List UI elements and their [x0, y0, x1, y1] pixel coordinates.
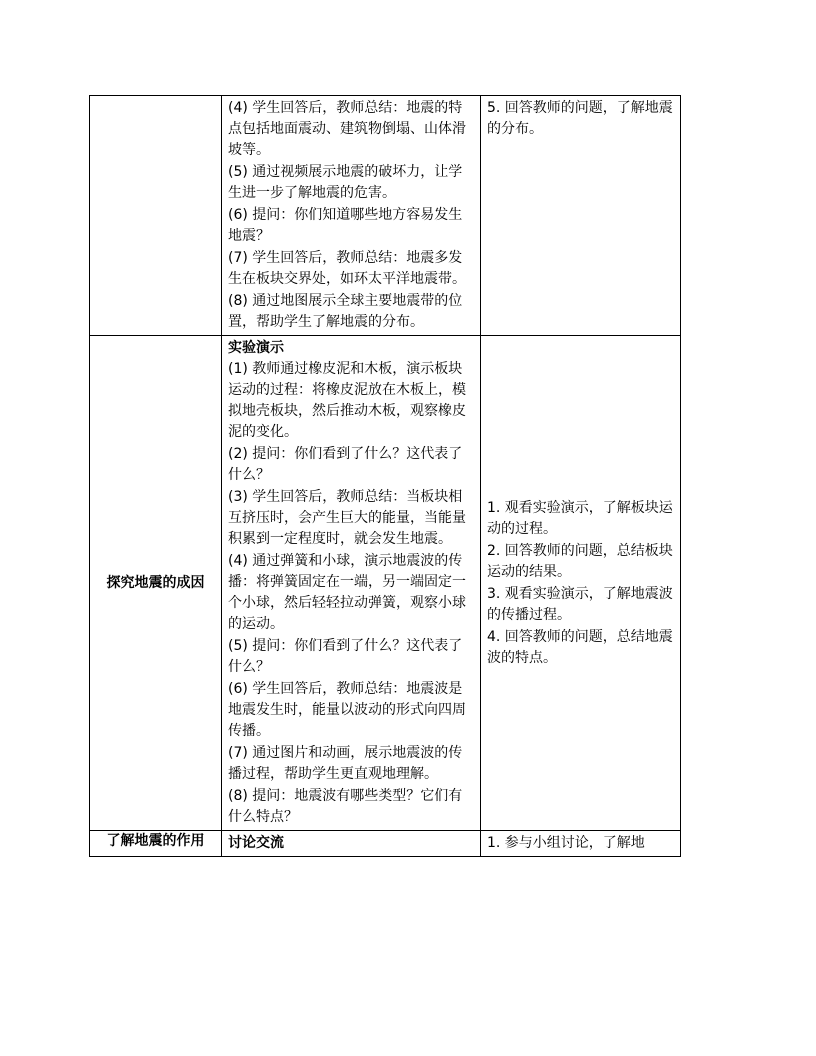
teacher-step: (6) 学生回答后，教师总结：地震波是地震发生时，能量以波动的形式向四周传播。 — [228, 681, 466, 739]
student-step: 4. 回答教师的问题，总结地震波的特点。 — [487, 628, 673, 666]
section-heading: 讨论交流 — [228, 835, 284, 851]
student-activity-cell — [481, 831, 681, 857]
teacher-step: (4) 通过弹簧和小球，演示地震波的传播：将弹簧固定在一端，另一端固定一个小球，然后轻轻拉动弹簧，观察小球的运动。 — [228, 553, 466, 632]
teacher-activity-cell — [222, 96, 481, 336]
student-step: 1. 参与小组讨论，了解地 — [487, 835, 645, 851]
student-step: 2. 回答教师的问题，总结板块运动的结果。 — [487, 542, 673, 580]
teacher-step: (8) 提问：地震波有哪些类型？它们有什么特点？ — [228, 788, 463, 825]
teacher-step: (1) 教师通过橡皮泥和木板，演示板块运动的过程：将橡皮泥放在木板上，模拟地壳板块，然后推动木板，观察橡皮泥的变化。 — [228, 361, 466, 440]
teacher-step: (5) 提问：你们看到了什么？这代表了什么？ — [228, 638, 463, 675]
student-step: 3. 观看实验演示，了解地震波的传播过程。 — [487, 585, 673, 623]
student-activity-cell — [481, 336, 681, 831]
teacher-step: (3) 学生回答后，教师总结：当板块相互挤压时，会产生巨大的能量，当能量积累到一定程度时，就会发生地震。 — [228, 489, 466, 547]
student-activity-cell — [481, 96, 681, 336]
table-row — [90, 831, 681, 857]
stage-cell: 了解地震的作用 — [90, 831, 222, 857]
section-heading: 实验演示 — [228, 340, 284, 356]
table-row — [90, 96, 681, 336]
teacher-step: (4) 学生回答后，教师总结：地震的特点包括地面震动、建筑物倒塌、山体滑坡等。 — [228, 100, 466, 158]
teacher-step: (6) 提问：你们知道哪些地方容易发生地震？ — [228, 207, 463, 244]
teacher-step: (2) 提问：你们看到了什么？这代表了什么？ — [228, 446, 463, 483]
teacher-activity-cell — [222, 336, 481, 831]
table-row — [90, 336, 681, 831]
student-step: 1. 观看实验演示，了解板块运动的过程。 — [487, 499, 673, 537]
teacher-step: (7) 学生回答后，教师总结：地震多发生在板块交界处，如环太平洋地震带。 — [228, 250, 466, 287]
stage-cell: 探究地震的成因 — [90, 336, 222, 831]
student-step: 5. 回答教师的问题，了解地震的分布。 — [487, 100, 673, 137]
lesson-plan-table — [89, 95, 681, 857]
teacher-step: (5) 通过视频展示地震的破坏力，让学生进一步了解地震的危害。 — [228, 164, 463, 201]
teacher-activity-cell — [222, 831, 481, 857]
teacher-step: (7) 通过图片和动画，展示地震波的传播过程，帮助学生更直观地理解。 — [228, 745, 463, 782]
teacher-step: (8) 通过地图展示全球主要地震带的位置，帮助学生了解地震的分布。 — [228, 293, 463, 330]
stage-cell — [90, 96, 222, 336]
